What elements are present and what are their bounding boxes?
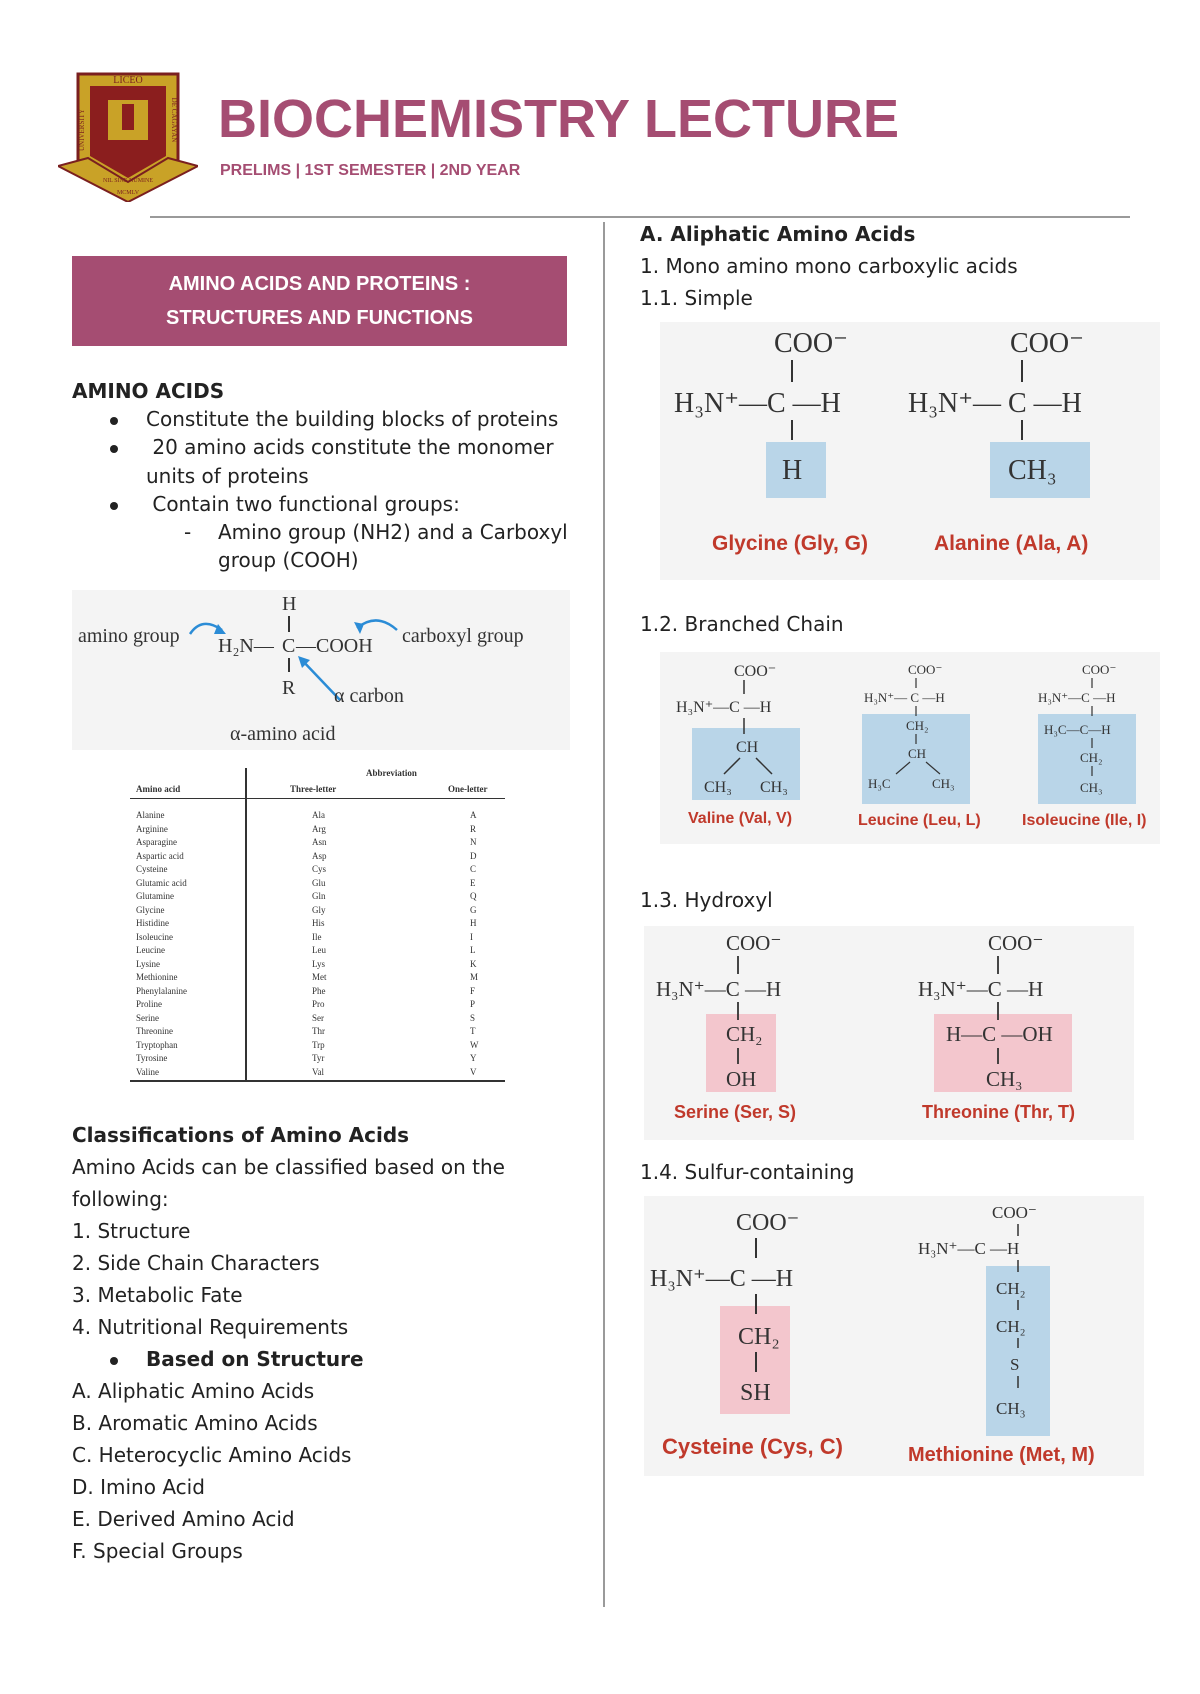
table-row [130, 1067, 505, 1080]
svg-text:MCMLV: MCMLV [116, 190, 140, 196]
sub-dash: - [184, 520, 192, 544]
classifications-intro-continued: following: [72, 1187, 169, 1211]
table-cell: Alanine [136, 810, 165, 820]
table-cell: Leu [312, 945, 326, 955]
table-row [130, 932, 505, 945]
sulfur-structures-panel [644, 1196, 1144, 1476]
subsection-heading: 1.3. Hydroxyl [640, 888, 773, 912]
svg-text:H₃N⁺—C —H: H₃N⁺—C —H [674, 388, 841, 419]
table-cell: N [470, 837, 477, 847]
table-cell: Glu [312, 877, 326, 888]
table-cell: Pro [312, 999, 325, 1009]
svg-text:H₃N⁺— C —H: H₃N⁺— C —H [864, 690, 945, 705]
subsection-heading: 1. Mono amino mono carboxylic acids [640, 254, 1018, 278]
svg-text:CH₂: CH₂ [996, 1317, 1026, 1336]
amino-acid-name: Cysteine (Cys, C) [662, 1434, 843, 1459]
sub-item-text-continued: group (COOH) [218, 548, 359, 572]
section-banner [72, 256, 567, 346]
table-cell: Asn [312, 837, 327, 847]
amino-acid-name: Alanine (Ala, A) [934, 532, 1089, 555]
subsection-heading: 1.4. Sulfur-containing [640, 1160, 855, 1184]
table-cell: Glutamine [136, 891, 174, 901]
svg-text:CH₃: CH₃ [760, 779, 788, 796]
table-cell: Tyr [312, 1053, 325, 1063]
classification-item: 4. Nutritional Requirements [72, 1315, 349, 1339]
amino-acid-name: Valine (Val, V) [688, 810, 793, 827]
svg-text:C: C [282, 635, 296, 657]
table-header: Amino acid [136, 784, 181, 794]
table-cell: Asparagine [136, 837, 177, 847]
structure-type: E. Derived Amino Acid [72, 1507, 295, 1531]
amino-acid-name: Isoleucine (Ile, I) [1022, 812, 1147, 829]
svg-text:UNIVERSITY: UNIVERSITY [78, 109, 86, 151]
svg-text:H₃C: H₃C [868, 776, 891, 791]
banner-line-2: STRUCTURES AND FUNCTIONS [165, 307, 474, 329]
table-row [130, 1053, 505, 1066]
table-row [130, 864, 505, 877]
svg-text:H₃N⁺—C —H: H₃N⁺—C —H [1038, 690, 1116, 705]
table-cell: I [470, 931, 473, 942]
table-row [130, 851, 505, 864]
table-cell: Proline [136, 999, 162, 1009]
bullet-icon [110, 1357, 118, 1365]
svg-text:COO⁻: COO⁻ [1082, 662, 1117, 677]
bullet-text: Constitute the building blocks of proteins [146, 407, 559, 431]
classification-item: 1. Structure [72, 1219, 191, 1243]
banner-line-1: AMINO ACIDS AND PROTEINS : [168, 273, 471, 295]
amino-acid-name: Serine (Ser, S) [674, 1102, 797, 1122]
header-divider [150, 216, 1130, 218]
table-row [130, 837, 505, 850]
table-row [130, 1026, 505, 1039]
svg-text:H: H [782, 455, 803, 486]
table-row [130, 945, 505, 958]
table-cell: Aspartic acid [136, 850, 184, 861]
svg-text:CH₂: CH₂ [726, 1022, 763, 1046]
table-cell: Phenylalanine [136, 985, 187, 996]
table-cell: His [312, 918, 325, 928]
table-cell: V [470, 1066, 477, 1077]
svg-text:CH₂: CH₂ [906, 718, 929, 733]
table-cell: Trp [312, 1039, 325, 1050]
svg-text:COO⁻: COO⁻ [992, 1203, 1037, 1222]
table-cell: S [470, 1012, 476, 1023]
svg-text:OH: OH [726, 1067, 757, 1091]
svg-text:COO⁻: COO⁻ [734, 663, 777, 680]
table-cell: Met [312, 972, 327, 982]
table-row [130, 905, 505, 918]
svg-text:COO⁻: COO⁻ [726, 931, 782, 955]
table-row [130, 1040, 505, 1053]
table-cell: Arginine [136, 823, 168, 834]
table-cell: Lys [312, 958, 326, 969]
svg-text:NIL SINE NUMINE: NIL SINE NUMINE [102, 178, 154, 184]
table-cell: K [470, 958, 477, 969]
table-cell: Gln [312, 891, 326, 901]
table-cell: Tyrosine [136, 1053, 168, 1063]
svg-text:H₃N⁺— C —H: H₃N⁺— C —H [908, 388, 1082, 419]
amino-group-label: amino group [78, 625, 180, 647]
bullet-icon [110, 417, 118, 425]
structure-type: C. Heterocyclic Amino Acids [72, 1443, 352, 1467]
svg-text:SH: SH [740, 1380, 771, 1406]
svg-text:H₃C—C—H: H₃C—C—H [1044, 722, 1111, 737]
amino-acid-name: Leucine (Leu, L) [858, 812, 981, 829]
table-cell: F [470, 985, 476, 996]
svg-text:COO⁻: COO⁻ [1010, 328, 1084, 359]
table-cell: Cys [312, 864, 327, 874]
svg-text:H₃N⁺—C —H: H₃N⁺—C —H [650, 1266, 794, 1292]
table-row [130, 810, 505, 823]
svg-text:CH₂: CH₂ [738, 1324, 780, 1350]
svg-text:H₃N⁺—C —H: H₃N⁺—C —H [676, 699, 772, 716]
svg-text:CH: CH [908, 746, 927, 761]
amino-acid-abbreviation-table: Abbreviation Amino acid Three-letter One-letter Alanine Ala A Arginine Arg R Asparagine Asn N Aspartic acid Asp D Cysteine Cys C Glutamic acid Glu E Glutamine Gln Q Glycine Gly G Histidine His H Isoleucine Ile I Leucine Leu L Lysine Lys K Methionine Met M Phenylalanine Phe F Proline Pro P Serine Ser S Threonine Thr T Tryptophan Trp W Tyrosine Tyr Y Valine Val V [130, 768, 505, 1088]
svg-text:COO⁻: COO⁻ [988, 931, 1044, 955]
carboxyl-group-label: carboxyl group [402, 625, 524, 647]
table-row [130, 918, 505, 931]
svg-text:CH₂: CH₂ [1080, 750, 1103, 765]
table-cell: Lysine [136, 958, 160, 969]
table-cell: Arg [312, 823, 326, 834]
bullet-text-continued: units of proteins [146, 464, 309, 488]
svg-text:DE CAGAYAN: DE CAGAYAN [170, 97, 178, 143]
svg-text:COO⁻: COO⁻ [736, 1210, 800, 1236]
table-row [130, 878, 505, 891]
table-cell: Methionine [136, 972, 178, 982]
structure-type: A. Aliphatic Amino Acids [72, 1379, 315, 1403]
bullet-icon [110, 502, 118, 510]
amino-acid-name: Glycine (Gly, G) [712, 532, 868, 555]
table-cell: Y [470, 1053, 477, 1063]
svg-text:CH₃: CH₃ [1080, 780, 1103, 795]
table-cell: C [470, 864, 477, 874]
bullet-text: Contain two functional groups: [146, 492, 460, 516]
table-cell: Leucine [136, 945, 165, 955]
svg-text:COO⁻: COO⁻ [908, 662, 943, 677]
svg-text:CH₃: CH₃ [986, 1067, 1023, 1091]
table-cell: Phe [312, 985, 326, 996]
table-cell: Valine [136, 1066, 159, 1077]
table-cell: G [470, 904, 477, 915]
column-divider [603, 222, 605, 1607]
table-cell: E [470, 877, 476, 888]
table-cell: D [470, 850, 477, 861]
table-cell: Glycine [136, 904, 165, 915]
svg-text:R: R [282, 677, 296, 699]
table-row [130, 891, 505, 904]
diagram-caption: α-amino acid [230, 723, 336, 745]
structure-subheading: Based on Structure [146, 1347, 364, 1371]
table-cell: Serine [136, 1012, 159, 1023]
table-cell: Thr [312, 1026, 325, 1036]
table-cell: Val [312, 1066, 324, 1077]
classification-item: 2. Side Chain Characters [72, 1251, 320, 1275]
subsection-heading: 1.2. Branched Chain [640, 612, 844, 636]
university-seal-logo [58, 70, 198, 202]
svg-text:H: H [282, 593, 297, 615]
svg-text:H—C —OH: H—C —OH [946, 1022, 1053, 1046]
sub-item-text: Amino group (NH2) and a Carboxyl [218, 520, 568, 544]
svg-text:S: S [1010, 1355, 1020, 1374]
subsection-heading: 1.1. Simple [640, 286, 753, 310]
alpha-carbon-label: α carbon [334, 685, 404, 707]
page-title: BIOCHEMISTRY LECTURE [218, 89, 900, 149]
svg-text:LICEO: LICEO [113, 75, 143, 86]
table-cell: Asp [312, 850, 327, 861]
svg-text:CH₃: CH₃ [1008, 455, 1057, 486]
svg-text:CH₃: CH₃ [932, 776, 955, 791]
table-header: One-letter [448, 784, 488, 794]
simple-structures-panel [660, 322, 1160, 580]
svg-text:CH₃: CH₃ [996, 1399, 1026, 1418]
table-cell: L [470, 945, 476, 955]
bullet-icon [110, 445, 118, 453]
amino-acid-name: Methionine (Met, M) [908, 1444, 1095, 1466]
svg-text:H₃N⁺—C —H: H₃N⁺—C —H [918, 977, 1044, 1001]
table-row [130, 972, 505, 985]
table-cell: H [470, 918, 477, 928]
table-row [130, 999, 505, 1012]
table-cell: Glutamic acid [136, 877, 187, 888]
table-cell: Ile [312, 931, 322, 942]
svg-text:H₃N⁺—C —H: H₃N⁺—C —H [918, 1239, 1020, 1258]
table-cell: M [470, 972, 479, 982]
classification-item: 3. Metabolic Fate [72, 1283, 243, 1307]
structure-type: B. Aromatic Amino Acids [72, 1411, 318, 1435]
table-cell: Gly [312, 904, 326, 915]
amino-acids-heading: AMINO ACIDS [72, 379, 225, 403]
table-cell: Ser [312, 1012, 324, 1023]
table-row [130, 959, 505, 972]
amino-acid-name: Threonine (Thr, T) [922, 1102, 1075, 1122]
table-row [130, 986, 505, 999]
table-header: Three-letter [290, 784, 337, 794]
table-row [130, 824, 505, 837]
classifications-intro: Amino Acids can be classified based on the [72, 1155, 505, 1179]
structure-type: D. Imino Acid [72, 1475, 205, 1499]
hydroxyl-structures-panel [644, 926, 1134, 1140]
table-cell: Histidine [136, 918, 169, 928]
aliphatic-heading: A. Aliphatic Amino Acids [640, 222, 916, 246]
table-cell: Q [470, 891, 477, 901]
table-cell: Isoleucine [136, 931, 173, 942]
page-subtitle: PRELIMS | 1ST SEMESTER | 2ND YEAR [220, 162, 521, 179]
table-row [130, 1013, 505, 1026]
svg-text:—COOH: —COOH [296, 635, 373, 657]
table-cell: Cysteine [136, 864, 168, 874]
svg-text:CH₂: CH₂ [996, 1279, 1026, 1298]
table-cell: Ala [312, 810, 325, 820]
bullet-text: 20 amino acids constitute the monomer [146, 435, 554, 459]
svg-text:COO⁻: COO⁻ [774, 328, 848, 359]
table-cell: Tryptophan [136, 1039, 178, 1050]
table-cell: W [470, 1039, 479, 1050]
svg-text:H₃N⁺—C —H: H₃N⁺—C —H [656, 977, 782, 1001]
table-cell: T [470, 1026, 476, 1036]
svg-text:H₂N—: H₂N— [218, 635, 274, 657]
svg-text:CH: CH [736, 739, 759, 756]
classifications-heading: Classifications of Amino Acids [72, 1123, 410, 1147]
table-cell: A [470, 810, 477, 820]
svg-text:CH₃: CH₃ [704, 779, 732, 796]
table-cell: P [470, 999, 476, 1009]
structure-type: F. Special Groups [72, 1539, 243, 1563]
branched-structures-panel [660, 652, 1160, 844]
table-cell: Threonine [136, 1026, 173, 1036]
table-cell: R [470, 823, 477, 834]
alpha-amino-acid-diagram [72, 590, 570, 750]
